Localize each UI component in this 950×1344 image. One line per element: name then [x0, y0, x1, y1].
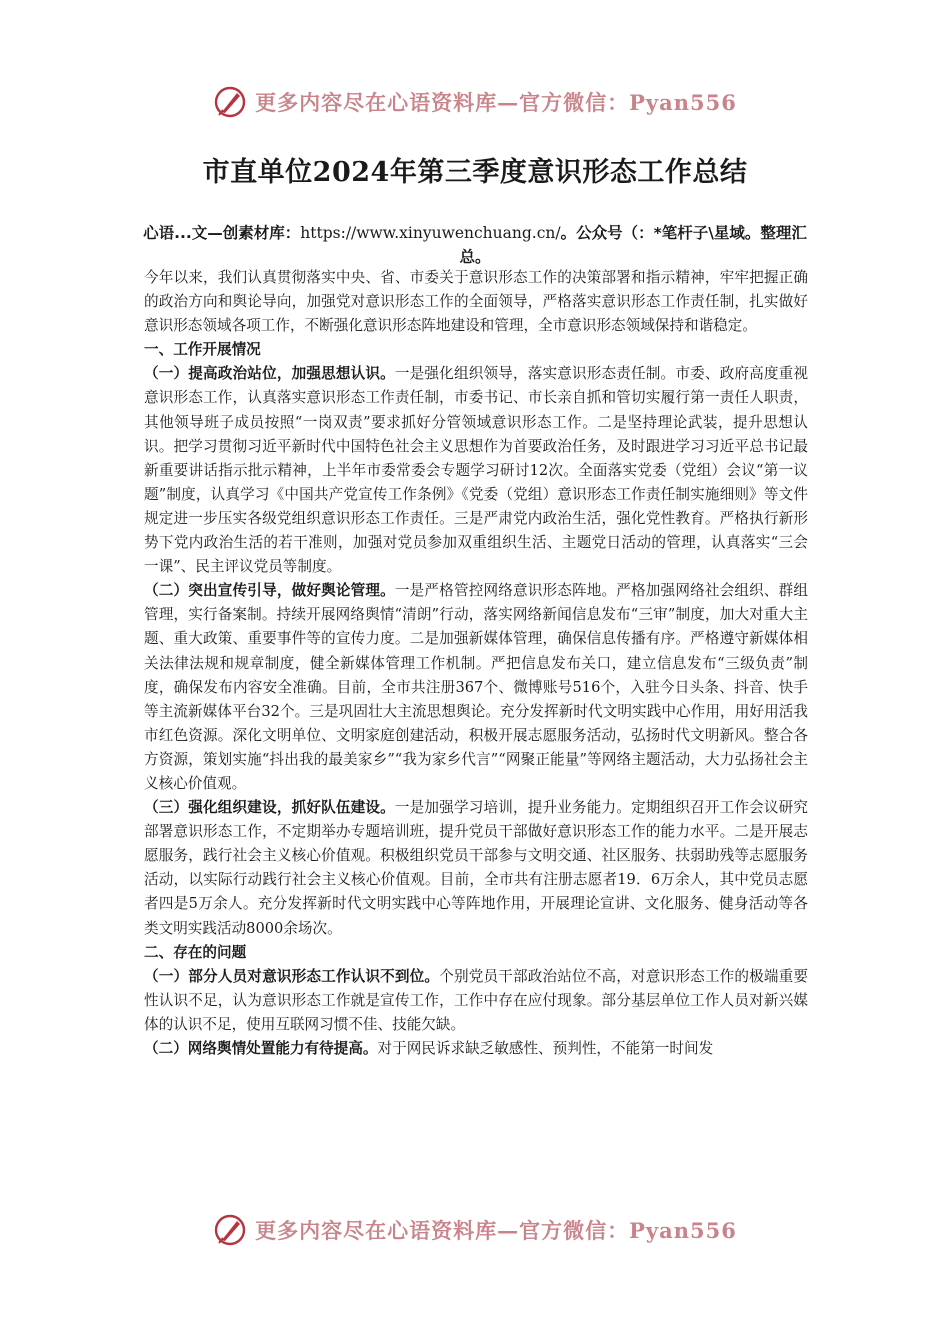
paragraph-2-2: [144, 1037, 808, 1061]
paragraph-text: 一是加强学习培训，提升业务能力。定期组织召开工作会议研究部署意识形态工作，不定期举办专题培训班，提升党员干部做好意识形态工作的能力水平。二是开展志愿服务，践行社会主义核心价值观。积极组织党员干部参与文明交通、社区服务、扶弱助残等志愿服务活动，以实际行动践行社会主义核心价值观。目前，全市共有注册志愿者19．6万余人，其中党员志愿者四是5万余人。充分发挥新时代文明实践中心等阵地作用，开展理论宣讲、文化服务、健身活动等各类文明实践活动8000余场次。: [144, 799, 808, 937]
paragraph-lead: （二）突出宣传引导，做好舆论管理。: [144, 582, 395, 600]
document-body: [144, 266, 808, 1061]
quill-pen-logo-icon: [213, 85, 247, 119]
paragraph-1-2: [144, 579, 808, 796]
paragraph-lead: （三）强化组织建设，抓好队伍建设。: [144, 799, 395, 817]
paragraph-2-1: [144, 965, 808, 1037]
source-prefix: 心语...文—创素材库：: [143, 224, 301, 242]
header-banner: [0, 80, 950, 124]
paragraph-1-1: [144, 362, 808, 579]
source-note: [140, 221, 810, 269]
paragraph-lead: （二）网络舆情处置能力有待提高。: [144, 1040, 378, 1057]
paragraph-text: 对于网民诉求缺乏敏感性、预判性，不能第一时间发: [377, 1040, 714, 1057]
paragraph-text: 一是严格管控网络意识形态阵地。严格加强网络社会组织、群组管理，实行备案制。持续开展网络舆情“清朗”行动，落实网络新闻信息发布“三审”制度，加大对重大主题、重大政策、重要事件等的宣传力度。二是加强新媒体管理，确保信息传播有序。严格遵守新媒体相关法律法规和规章制度，健全新媒体管理工作机制。严把信息发布关口，建立信息发布“三级负责”制度，确保发布内容安全准确。目前，全市共注册367个、微博账号516个，入驻今日头条、抖音、快手等主流新媒体平台32个。三是巩固壮大主流思想舆论。充分发挥新时代文明实践中心作用，用好用活我市红色资源。深化文明单位、文明家庭创建活动，积极开展志愿服务活动，弘扬时代文明新风。整合各方资源，策划实施“抖出我的最美家乡”“我为家乡代言”“网聚正能量”等网络主题活动，大力弘扬社会主义核心价值观。: [144, 582, 808, 792]
paragraph-1-3: [144, 796, 808, 941]
paragraph-lead: （一）提高政治站位，加强思想认识。: [144, 365, 395, 383]
page-title: 市直单位2024年第三季度意识形态工作总结: [202, 157, 748, 188]
source-url: https://www.xinyuwenchuang.cn/: [300, 224, 561, 242]
paragraph-text: 个别党员干部政治站位不高，对意识形态工作的极端重要性认识不足，认为意识形态工作就是宣传工作，工作中存在应付现象。部分基层单位工作人员对新兴媒体的认识不足，使用互联网习惯不佳、技能欠缺。: [144, 967, 808, 1033]
banner-text: 更多内容尽在心语资料库—官方微信：Pyan556: [255, 1218, 737, 1243]
paragraph-lead: （一）部分人员对意识形态工作认识不到位。: [144, 967, 440, 985]
intro-paragraph: 今年以来，我们认真贯彻落实中央、省、市委关于意识形态工作的决策部署和指示精神，牢牢把握正确的政治方向和舆论导向，加强党对意识形态工作的全面领导，严格落实意识形态工作责任制，扎实做好意识形态领域各项工作，不断强化意识形态阵地建设和管理，全市意识形态领域保持和谐稳定。: [144, 269, 808, 335]
section-heading-2: 二、存在的问题: [144, 943, 247, 961]
banner-text: 更多内容尽在心语资料库—官方微信：Pyan556: [255, 90, 737, 115]
quill-pen-logo-icon: [213, 1213, 247, 1247]
section-heading-1: 一、工作开展情况: [144, 341, 261, 359]
footer-banner: [0, 1208, 950, 1252]
source-suffix: 。公众号（：*笔杆子\星域。整理汇总。: [459, 224, 807, 266]
paragraph-text: 一是强化组织领导，落实意识形态责任制。市委、政府高度重视意识形态工作，认真落实意识形态工作责任制，市委书记、市长亲自抓和管切实履行第一责任人职责，其他领导班子成员按照“一岗双责”要求抓好分管领域意识形态工作。二是坚持理论武装，提升思想认识。把学习贯彻习近平新时代中国特色社会主义思想作为首要政治任务，及时跟进学习习近平总书记最新重要讲话指示批示精神，上半年市委常委会专题学习研讨12次。全面落实党委（党组）会议“第一议题”制度，认真学习《中国共产党宣传工作条例》《党委（党组）意识形态工作责任制实施细则》等文件规定进一步压实各级党组织意识形态工作责任。三是严肃党内政治生活，强化党性教育。严格执行新形势下党内政治生活的若干准则，加强对党员参加双重组织生活、主题党日活动的管理，认真落实“三会一课”、民主评议党员等制度。: [144, 365, 808, 576]
